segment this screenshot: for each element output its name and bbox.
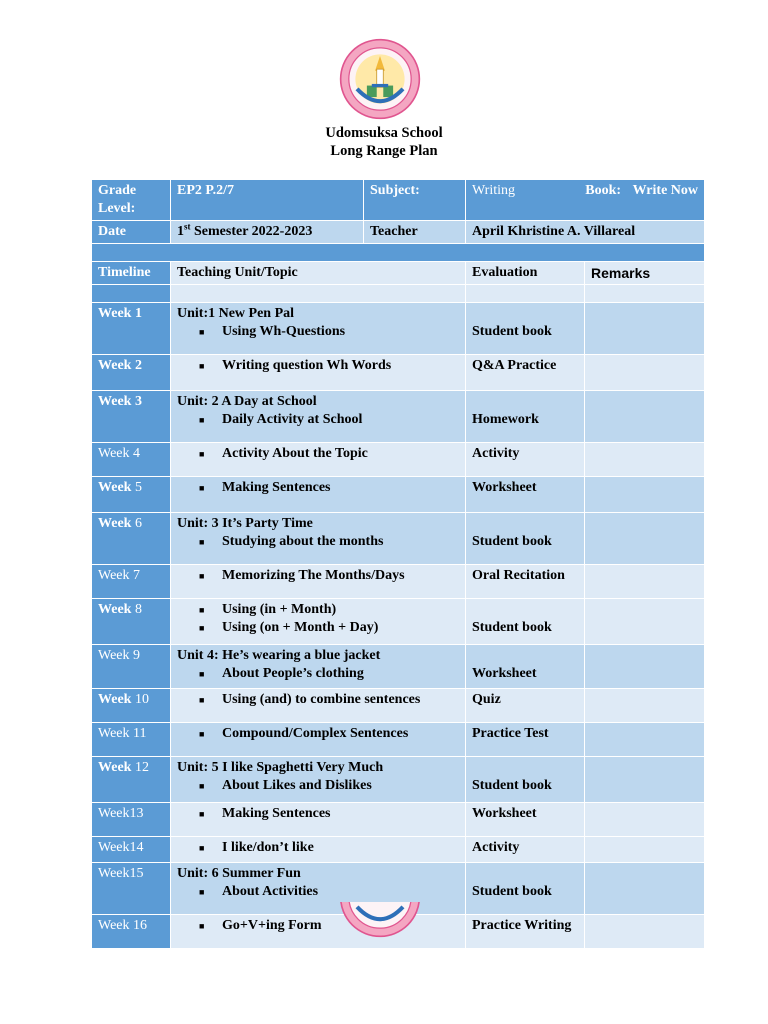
topic-text: Daily Activity at School [222, 412, 363, 427]
week-remarks [585, 837, 705, 863]
topic-text: Activity About the Topic [222, 446, 368, 461]
week-row [92, 837, 705, 863]
week-remarks [585, 513, 705, 565]
evaluation-text: Student book [472, 778, 552, 793]
week-row [92, 599, 705, 645]
week-remarks [585, 565, 705, 599]
square-bullet-icon: ■ [199, 361, 205, 371]
square-bullet-icon: ■ [199, 623, 205, 633]
topic-bullet-item [177, 839, 459, 857]
bottom-seal-icon [339, 902, 421, 938]
week-word: Week [98, 516, 132, 531]
week-row [92, 443, 705, 477]
grade-label: Grade Level: [92, 180, 171, 221]
square-bullet-icon: ■ [199, 843, 205, 853]
topic-text: Making Sentences [222, 480, 331, 495]
week-number: 8 [131, 602, 142, 617]
book-label: Book: [585, 183, 622, 198]
school-seal-logo [339, 38, 421, 120]
blank-row [92, 285, 705, 303]
week-word: Week [98, 602, 132, 617]
square-bullet-icon: ■ [199, 605, 205, 615]
evaluation-text: Practice Writing [472, 918, 572, 933]
square-bullet-icon: ■ [199, 887, 205, 897]
week-label [92, 689, 171, 723]
spacer-row [92, 244, 705, 262]
week-topic [171, 645, 466, 689]
evaluation-text: Student book [472, 534, 552, 549]
topic-bullet-item [177, 323, 459, 341]
week-topic [171, 803, 466, 837]
topic-text: About People’s clothing [222, 666, 364, 681]
week-evaluation [466, 689, 585, 723]
week-label: Week13 [92, 803, 171, 837]
week-topic [171, 599, 466, 645]
week-remarks [585, 757, 705, 803]
subject-value: Writing [472, 183, 515, 198]
evaluation-text: Activity [472, 446, 520, 461]
topic-text: Making Sentences [222, 806, 331, 821]
unit-title: Unit: 6 Summer Fun [177, 866, 301, 881]
week-evaluation [466, 837, 585, 863]
topic-bullet-item [177, 533, 459, 551]
week-topic [171, 863, 466, 915]
week-remarks [585, 303, 705, 355]
week-row [92, 477, 705, 513]
topic-text: Memorizing The Months/Days [222, 568, 405, 583]
topic-bullet-item [177, 567, 459, 585]
week-evaluation [466, 645, 585, 689]
topic-bullet-item [177, 357, 459, 375]
square-bullet-icon: ■ [199, 695, 205, 705]
topic-text: Using Wh-Questions [222, 324, 346, 339]
school-name: Udomsuksa School [325, 125, 443, 141]
week-number: 6 [131, 516, 142, 531]
unit-title: Unit 4: He’s wearing a blue jacket [177, 648, 381, 663]
square-bullet-icon: ■ [199, 537, 205, 547]
col-timeline: Timeline [92, 262, 171, 285]
topic-bullet-item [177, 805, 459, 823]
week-evaluation [466, 443, 585, 477]
week-row [92, 689, 705, 723]
topic-bullet-item [177, 619, 459, 637]
unit-title: Unit:1 New Pen Pal [177, 306, 295, 321]
week-remarks [585, 443, 705, 477]
week-evaluation [466, 915, 585, 949]
col-remarks: Remarks [585, 262, 705, 285]
week-evaluation [466, 513, 585, 565]
topic-text: Writing question Wh Words [222, 358, 392, 373]
col-topic: Teaching Unit/Topic [171, 262, 466, 285]
grade-value: EP2 P.2/7 [171, 180, 364, 221]
week-label [92, 757, 171, 803]
topic-bullet-item [177, 725, 459, 743]
week-remarks [585, 355, 705, 391]
week-row [92, 565, 705, 599]
topic-bullet-item [177, 445, 459, 463]
week-remarks [585, 599, 705, 645]
week-word: Week [98, 480, 132, 495]
topic-text: Compound/Complex Sentences [222, 726, 409, 741]
week-label: Week 16 [92, 915, 171, 949]
week-label: Week 1 [92, 303, 171, 355]
week-row [92, 391, 705, 443]
week-number: 12 [131, 760, 149, 775]
topic-bullet-item [177, 411, 459, 429]
evaluation-text: Q&A Practice [472, 358, 557, 373]
topic-bullet-item [177, 777, 459, 795]
week-label: Week 3 [92, 391, 171, 443]
week-evaluation [466, 477, 585, 513]
week-word: Week [98, 692, 132, 707]
week-label: Week 11 [92, 723, 171, 757]
week-evaluation [466, 723, 585, 757]
week-number: 10 [131, 692, 149, 707]
evaluation-text: Activity [472, 840, 520, 855]
column-header-row [92, 262, 705, 285]
topic-text: Using (in + Month) [222, 602, 337, 617]
week-label: Week 9 [92, 645, 171, 689]
week-remarks [585, 645, 705, 689]
subject-cell [364, 180, 466, 221]
topic-bullet-item [177, 665, 459, 683]
week-label: Week 2 [92, 355, 171, 391]
week-label: Week14 [92, 837, 171, 863]
week-evaluation [466, 599, 585, 645]
week-row [92, 513, 705, 565]
week-label [92, 513, 171, 565]
week-topic [171, 723, 466, 757]
square-bullet-icon: ■ [199, 415, 205, 425]
bottom-seal-logo [339, 902, 421, 938]
week-label: Week 7 [92, 565, 171, 599]
week-remarks [585, 915, 705, 949]
square-bullet-icon: ■ [199, 327, 205, 337]
subject-book-cell [466, 180, 705, 221]
evaluation-text: Student book [472, 620, 552, 635]
week-evaluation [466, 391, 585, 443]
semester-value: 1st Semester 2022-2023 [171, 221, 364, 244]
week-topic [171, 565, 466, 599]
evaluation-text: Worksheet [472, 666, 537, 681]
week-remarks [585, 803, 705, 837]
week-label: Week 4 [92, 443, 171, 477]
week-evaluation [466, 803, 585, 837]
topic-text: I like/don’t like [222, 840, 314, 855]
week-row [92, 757, 705, 803]
week-evaluation [466, 863, 585, 915]
week-row [92, 723, 705, 757]
topic-text: Go+V+ing Form [222, 918, 322, 933]
info-row-grade [92, 180, 705, 221]
book-value: Write Now [632, 183, 699, 198]
plan-title: Long Range Plan [330, 143, 438, 159]
week-topic [171, 355, 466, 391]
week-remarks [585, 863, 705, 915]
plan-table-body [92, 180, 705, 949]
week-number: 5 [131, 480, 142, 495]
evaluation-text: Quiz [472, 692, 501, 707]
evaluation-text: Homework [472, 412, 539, 427]
evaluation-text: Oral Recitation [472, 568, 565, 583]
teacher-label: Teacher [364, 221, 466, 244]
week-evaluation [466, 355, 585, 391]
col-evaluation: Evaluation [466, 262, 585, 285]
week-label: Week15 [92, 863, 171, 915]
date-label: Date [92, 221, 171, 244]
week-remarks [585, 477, 705, 513]
week-topic [171, 915, 466, 949]
topic-bullet-item [177, 883, 459, 901]
week-topic [171, 689, 466, 723]
square-bullet-icon: ■ [199, 449, 205, 459]
week-evaluation [466, 565, 585, 599]
topic-text: Using (on + Month + Day) [222, 620, 379, 635]
square-bullet-icon: ■ [199, 669, 205, 679]
week-label [92, 477, 171, 513]
week-topic [171, 757, 466, 803]
evaluation-text: Practice Test [472, 726, 549, 741]
week-row [92, 645, 705, 689]
week-remarks [585, 391, 705, 443]
topic-bullet-item [177, 479, 459, 497]
unit-title: Unit: 2 A Day at School [177, 394, 317, 409]
evaluation-text: Worksheet [472, 806, 537, 821]
week-row [92, 303, 705, 355]
unit-title: Unit: 5 I like Spaghetti Very Much [177, 760, 384, 775]
week-topic [171, 303, 466, 355]
topic-text: Studying about the months [222, 534, 384, 549]
week-row [92, 355, 705, 391]
square-bullet-icon: ■ [199, 729, 205, 739]
week-topic [171, 837, 466, 863]
teacher-value: April Khristine A. Villareal [466, 221, 705, 244]
week-topic [171, 513, 466, 565]
square-bullet-icon: ■ [199, 921, 205, 931]
week-remarks [585, 723, 705, 757]
week-topic [171, 477, 466, 513]
week-topic [171, 443, 466, 477]
week-word: Week [98, 760, 132, 775]
unit-title: Unit: 3 It’s Party Time [177, 516, 313, 531]
evaluation-text: Student book [472, 884, 552, 899]
week-row [92, 803, 705, 837]
week-evaluation [466, 303, 585, 355]
square-bullet-icon: ■ [199, 571, 205, 581]
square-bullet-icon: ■ [199, 781, 205, 791]
week-evaluation [466, 757, 585, 803]
info-row-date [92, 221, 705, 244]
semester-superscript: st [184, 221, 191, 232]
evaluation-text: Worksheet [472, 480, 537, 495]
square-bullet-icon: ■ [199, 483, 205, 493]
square-bullet-icon: ■ [199, 809, 205, 819]
subject-label: Subject: [370, 183, 420, 198]
week-topic [171, 391, 466, 443]
topic-text: About Likes and Dislikes [222, 778, 372, 793]
topic-text: Using (and) to combine sentences [222, 692, 421, 707]
week-remarks [585, 689, 705, 723]
evaluation-text: Student book [472, 324, 552, 339]
topic-text: About Activities [222, 884, 319, 899]
topic-bullet-item [177, 601, 459, 619]
week-label [92, 599, 171, 645]
long-range-plan-table [91, 179, 705, 949]
topic-bullet-item [177, 691, 459, 709]
